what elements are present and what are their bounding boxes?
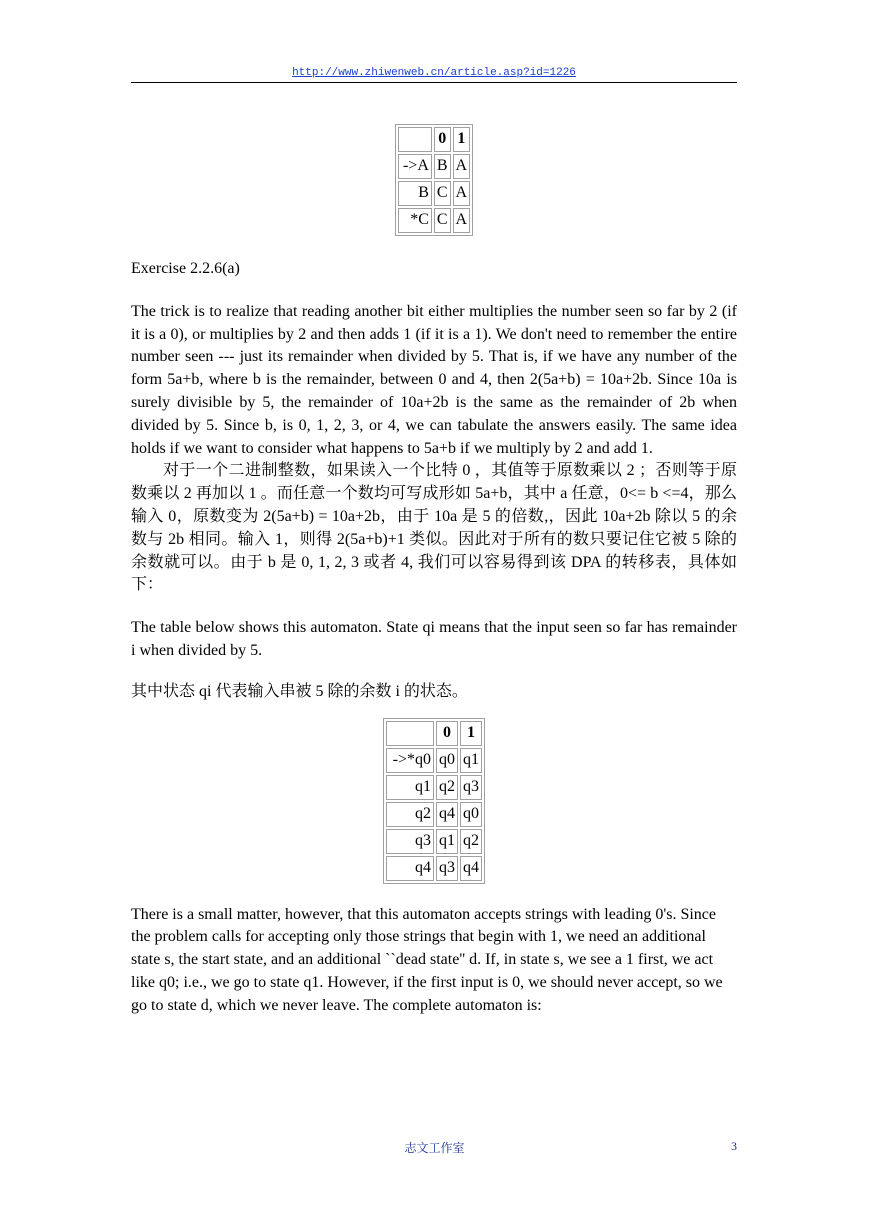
table-cell: q4 — [386, 856, 434, 881]
table-cell: C — [434, 181, 451, 206]
paragraph-english-2: The table below shows this automaton. State qi means that the input seen so far has remainder i when divided by 5. — [131, 619, 737, 659]
table-cell: q3 — [436, 856, 458, 881]
table-cell: ->A — [398, 154, 432, 179]
table-cell: q3 — [386, 829, 434, 854]
table-cell: q2 — [386, 802, 434, 827]
table-header-cell: 0 — [436, 721, 458, 746]
transition-table-2 — [383, 718, 485, 884]
page-header — [131, 62, 737, 83]
table-row — [386, 802, 482, 827]
table-row — [386, 748, 482, 773]
header-url-link[interactable]: http://www.zhiwenweb.cn/article.asp?id=1226 — [292, 67, 576, 79]
table-cell: q2 — [460, 829, 482, 854]
table-header-cell — [398, 127, 432, 152]
table-cell: q1 — [460, 748, 482, 773]
table-row — [386, 775, 482, 800]
table-header-cell: 0 — [434, 127, 451, 152]
table-row — [386, 829, 482, 854]
table-cell: q4 — [460, 856, 482, 881]
table-cell: q3 — [460, 775, 482, 800]
table-cell: *C — [398, 208, 432, 233]
page-content — [131, 124, 737, 1018]
table-cell: q2 — [436, 775, 458, 800]
paragraph-chinese-2: 其中状态 qi 代表输入串被 5 除的余数 i 的状态。 — [131, 682, 468, 700]
paragraph-chinese-1: 对于一个二进制整数，如果读入一个比特 0 ，其值等于原数乘以 2 ；否则等于原数乘以 2 再加以 1 。而任意一个数均可写成形如 5a+b，其中 a 任意，0<= b <=4，那么输入 0，原数变为 2(5a+b) = 10a+2b，由于 10a 是 5 的倍数,，因此 10a+2b 除以 5 的余数与 2b 相同。输入 1，则得 2(5a+b)+1 类似。因此对于所有的数只要记住它被 5 除的余数就可以。由于 b 是 0, 1, 2, 3 或者 4, 我们可以容易得到该 DPA 的转移表，具体如下： — [131, 462, 737, 594]
table-cell: C — [434, 208, 451, 233]
table-header-cell: 1 — [460, 721, 482, 746]
paragraph-english-3: There is a small matter, however, that this automaton accepts strings with leading 0's. Since the problem calls for accepting only those strings that begin with 1, we need an additional state s, the start state, and an additional ``dead state'' d. If, in state s, we see a 1 first, we act like q0; i.e., we go to state q1. However, if the first input is 0, we should never accept, so we go to state d, which we never leave. The complete automaton is: — [131, 905, 723, 1014]
table-row — [386, 856, 482, 881]
table-cell: q0 — [460, 802, 482, 827]
table-header-cell: 1 — [453, 127, 471, 152]
table-cell: q1 — [436, 829, 458, 854]
footer-studio-name: 志文工作室 — [404, 1141, 465, 1155]
table-cell: B — [398, 181, 432, 206]
table-row — [398, 208, 470, 233]
table-cell: B — [434, 154, 451, 179]
page-number: 3 — [731, 1139, 737, 1153]
table-cell: A — [453, 154, 471, 179]
paragraph-english-1: The trick is to realize that reading another bit either multiplies the number seen so far by 2 (if it is a 0), or multiplies by 2 and then adds 1 (if it is a 1). We don't need to remember the entire number seen --- just its remainder when divided by 5. That is, if we have any number of the form 5a+b, where b is the remainder, between 0 and 4, then 2(5a+b) = 10a+2b. Since 10a is surely divisible by 5, the remainder of 10a+2b is the same as the remainder of 2b when divided by 5. Since b, is 0, 1, 2, 3, or 4, we can tabulate the answers easily. The same idea holds if we want to consider what happens to 5a+b if we multiply by 2 and add 1. — [131, 302, 737, 457]
exercise-title: Exercise 2.2.6(a) — [131, 260, 240, 277]
table-cell: A — [453, 181, 471, 206]
table-header-cell — [386, 721, 434, 746]
table-cell: q1 — [386, 775, 434, 800]
table-row — [398, 154, 470, 179]
table-cell: ->*q0 — [386, 748, 434, 773]
transition-table-1 — [395, 124, 473, 236]
table-row — [398, 181, 470, 206]
table-cell: A — [453, 208, 471, 233]
table-cell: q0 — [436, 748, 458, 773]
table-cell: q4 — [436, 802, 458, 827]
